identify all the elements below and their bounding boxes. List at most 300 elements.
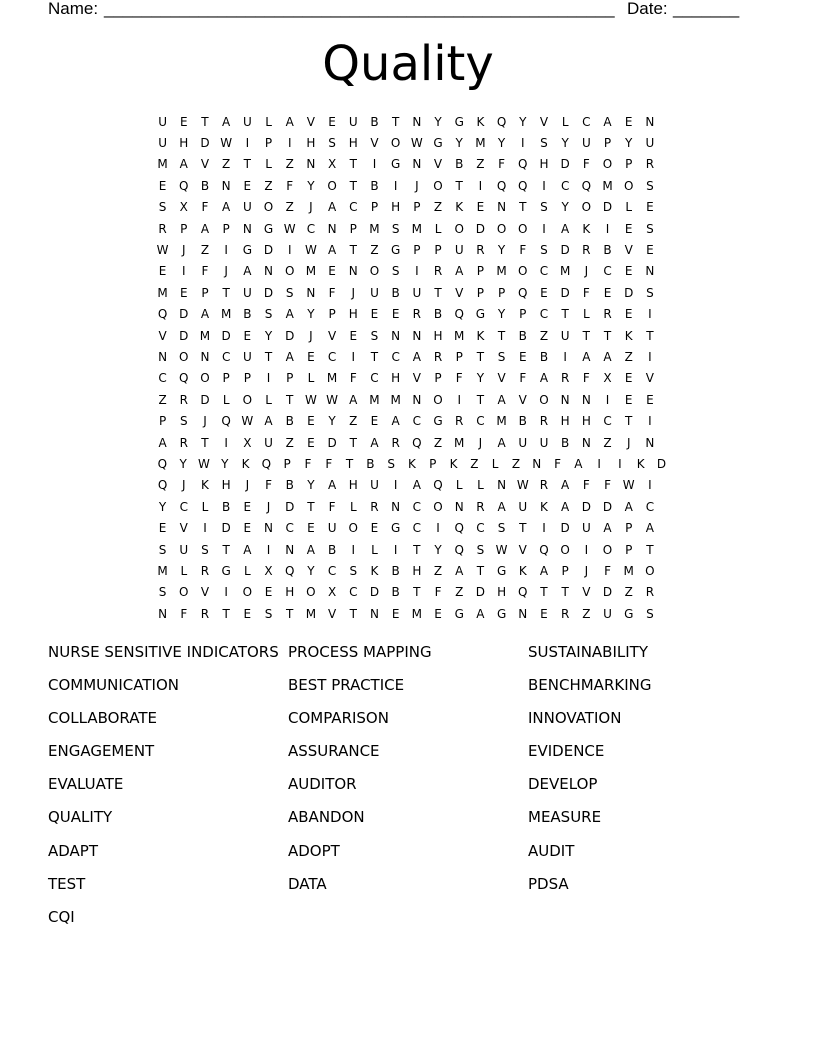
grid-letter: I bbox=[542, 521, 546, 536]
grid-letter: U bbox=[158, 114, 167, 129]
grid-letter: A bbox=[582, 349, 591, 364]
grid-letter: D bbox=[327, 435, 337, 450]
grid-letter: K bbox=[408, 456, 416, 471]
grid-letter: I bbox=[393, 178, 398, 193]
grid-letter: K bbox=[636, 456, 645, 471]
grid-letter: J bbox=[203, 414, 207, 429]
grid-row bbox=[152, 325, 672, 346]
page-title: Quality bbox=[322, 36, 494, 92]
grid-letter: P bbox=[476, 285, 485, 300]
grid-letter: J bbox=[224, 264, 228, 279]
grid-letter: N bbox=[645, 435, 655, 450]
grid-letter: S bbox=[391, 264, 400, 279]
grid-letter: N bbox=[327, 221, 337, 236]
grid-letter: K bbox=[582, 221, 591, 236]
grid-letter: C bbox=[582, 114, 591, 129]
grid-letter: H bbox=[497, 585, 507, 600]
grid-letter: N bbox=[497, 200, 507, 215]
grid-letter: G bbox=[454, 114, 464, 129]
grid-letter: S bbox=[646, 221, 654, 236]
grid-letter: A bbox=[243, 264, 252, 279]
grid-letter: I bbox=[457, 392, 461, 407]
grid-letter: O bbox=[602, 157, 613, 172]
grid-letter: F bbox=[265, 478, 272, 493]
grid-letter: M bbox=[369, 392, 380, 407]
word-list-item: EVALUATE bbox=[48, 775, 124, 794]
grid-letter: Y bbox=[158, 499, 167, 514]
grid-letter: U bbox=[454, 243, 464, 258]
grid-letter: A bbox=[327, 243, 337, 258]
grid-letter: F bbox=[201, 264, 209, 279]
grid-letter: N bbox=[518, 606, 528, 621]
grid-letter: Z bbox=[433, 435, 443, 450]
word-list-item: MEASURE bbox=[528, 808, 602, 827]
grid-letter: I bbox=[266, 371, 271, 386]
grid-letter: S bbox=[179, 414, 188, 429]
grid-letter: C bbox=[179, 499, 188, 514]
grid-letter: Y bbox=[497, 307, 506, 322]
grid-letter: J bbox=[584, 264, 589, 279]
grid-letter: P bbox=[283, 456, 291, 471]
grid-row bbox=[152, 517, 672, 538]
grid-letter: A bbox=[561, 499, 570, 514]
grid-letter: P bbox=[413, 200, 421, 215]
grid-letter: Z bbox=[582, 606, 591, 621]
grid-letter: T bbox=[455, 178, 463, 193]
grid-letter: E bbox=[603, 285, 612, 300]
grid-letter: L bbox=[265, 392, 272, 407]
grid-letter: A bbox=[561, 478, 570, 493]
grid-letter: A bbox=[476, 606, 485, 621]
grid-letter: S bbox=[387, 456, 395, 471]
grid-letter: L bbox=[265, 114, 272, 129]
grid-letter: W bbox=[198, 456, 210, 471]
grid-letter: Y bbox=[264, 328, 273, 343]
grid-letter: I bbox=[287, 136, 292, 151]
grid-letter: T bbox=[582, 328, 591, 343]
grid-letter: V bbox=[412, 371, 421, 386]
grid-letter: E bbox=[158, 178, 167, 193]
grid-letter: V bbox=[327, 328, 337, 343]
grid-letter: Z bbox=[285, 157, 294, 172]
date-label: Date: bbox=[627, 0, 668, 18]
grid-letter: Q bbox=[518, 285, 528, 300]
grid-letter: Y bbox=[307, 563, 315, 578]
grid-letter: R bbox=[391, 435, 400, 450]
grid-letter: C bbox=[412, 521, 422, 536]
grid-letter: C bbox=[327, 563, 337, 578]
grid-letter: H bbox=[306, 136, 316, 151]
grid-letter: A bbox=[624, 499, 633, 514]
grid-letter: N bbox=[581, 435, 591, 450]
grid-letter: W bbox=[156, 243, 169, 258]
grid-letter: I bbox=[245, 136, 250, 151]
grid-letter: C bbox=[349, 200, 358, 215]
grid-letter: X bbox=[327, 585, 337, 600]
grid-letter: P bbox=[476, 264, 485, 279]
word-list-item: QUALITY bbox=[48, 808, 113, 827]
grid-letter: N bbox=[285, 542, 295, 557]
grid-letter: E bbox=[624, 114, 633, 129]
grid-letter: D bbox=[624, 285, 634, 300]
grid-letter: F bbox=[498, 157, 506, 172]
grid-letter: M bbox=[326, 371, 338, 386]
grid-letter: N bbox=[391, 328, 401, 343]
grid-letter: Q bbox=[581, 178, 592, 193]
grid-letter: G bbox=[454, 606, 464, 621]
grid-letter: E bbox=[391, 307, 400, 322]
grid-letter: A bbox=[391, 414, 400, 429]
grid-letter: T bbox=[370, 349, 379, 364]
grid-letter: A bbox=[285, 349, 294, 364]
grid-letter: N bbox=[412, 392, 422, 407]
grid-letter: J bbox=[245, 478, 250, 493]
grid-letter: C bbox=[158, 371, 167, 386]
grid-letter: B bbox=[370, 114, 379, 129]
grid-letter: P bbox=[180, 221, 188, 236]
grid-letter: Y bbox=[307, 478, 315, 493]
grid-letter: D bbox=[221, 521, 231, 536]
grid-letter: H bbox=[539, 157, 549, 172]
grid-letter: T bbox=[476, 349, 485, 364]
grid-letter: F bbox=[519, 371, 527, 386]
grid-letter: U bbox=[518, 435, 528, 450]
grid-letter: Z bbox=[433, 563, 443, 578]
grid-letter: S bbox=[391, 221, 400, 236]
grid-letter: T bbox=[201, 435, 209, 450]
grid-letter: C bbox=[391, 349, 400, 364]
grid-letter: D bbox=[475, 585, 486, 600]
date-blank-line: _______ bbox=[673, 0, 740, 18]
grid-letter: H bbox=[221, 478, 231, 493]
grid-letter: V bbox=[497, 371, 506, 386]
grid-letter: Q bbox=[284, 563, 295, 578]
grid-row bbox=[152, 582, 672, 603]
grid-letter: R bbox=[179, 435, 188, 450]
grid-letter: J bbox=[309, 328, 313, 343]
grid-letter: R bbox=[645, 157, 655, 172]
grid-letter: C bbox=[412, 414, 422, 429]
grid-letter: G bbox=[242, 243, 252, 258]
grid-letter: L bbox=[491, 456, 499, 471]
grid-letter: Q bbox=[454, 542, 464, 557]
grid-letter: A bbox=[158, 435, 167, 450]
grid-letter: V bbox=[433, 157, 443, 172]
grid-letter: S bbox=[646, 178, 654, 193]
grid-letter: Y bbox=[625, 136, 633, 151]
grid-letter: T bbox=[349, 435, 357, 450]
grid-letter: V bbox=[370, 136, 379, 151]
grid-letter: X bbox=[603, 371, 612, 386]
word-list-item: SUSTAINABILITY bbox=[528, 643, 649, 661]
grid-letter: P bbox=[625, 542, 633, 557]
grid-letter: U bbox=[327, 521, 337, 536]
grid-letter: T bbox=[201, 114, 209, 129]
grid-letter: F bbox=[180, 606, 188, 621]
grid-letter: D bbox=[263, 285, 274, 300]
word-list-item: ABANDON bbox=[288, 808, 365, 827]
grid-letter: L bbox=[434, 221, 442, 236]
grid-letter: E bbox=[624, 371, 633, 386]
grid-letter: U bbox=[581, 136, 591, 151]
grid-letter: E bbox=[646, 392, 654, 407]
grid-letter: E bbox=[328, 114, 336, 129]
word-list-item: INNOVATION bbox=[528, 709, 622, 728]
grid-letter: V bbox=[200, 585, 210, 600]
grid-letter: G bbox=[221, 563, 231, 578]
grid-letter: A bbox=[412, 478, 421, 493]
grid-letter: E bbox=[328, 264, 336, 279]
grid-letter: O bbox=[623, 178, 634, 193]
grid-letter: A bbox=[370, 435, 379, 450]
grid-letter: B bbox=[243, 307, 252, 322]
grid-row bbox=[152, 475, 672, 496]
grid-letter: T bbox=[413, 585, 421, 600]
grid-letter: E bbox=[243, 521, 252, 536]
grid-letter: E bbox=[370, 414, 379, 429]
grid-letter: Q bbox=[518, 585, 528, 600]
grid-letter: L bbox=[244, 563, 251, 578]
grid-letter: A bbox=[179, 157, 188, 172]
grid-letter: I bbox=[224, 585, 228, 600]
grid-letter: T bbox=[222, 285, 230, 300]
grid-letter: R bbox=[582, 243, 591, 258]
grid-row bbox=[152, 282, 672, 303]
grid-letter: I bbox=[605, 221, 610, 236]
grid-row bbox=[152, 453, 672, 474]
grid-letter: B bbox=[222, 499, 231, 514]
grid-letter: X bbox=[179, 200, 188, 215]
grid-letter: Z bbox=[285, 435, 294, 450]
grid-letter: O bbox=[581, 200, 592, 215]
grid-letter: B bbox=[285, 478, 294, 493]
grid-letter: S bbox=[264, 606, 273, 621]
grid-letter: T bbox=[286, 392, 294, 407]
grid-letter: K bbox=[455, 200, 464, 215]
grid-letter: O bbox=[539, 392, 549, 407]
grid-letter: K bbox=[201, 478, 209, 493]
grid-letter: K bbox=[370, 563, 379, 578]
grid-letter: B bbox=[518, 414, 527, 429]
grid-letter: U bbox=[603, 606, 612, 621]
grid-letter: P bbox=[497, 285, 506, 300]
grid-letter: E bbox=[646, 243, 654, 258]
grid-letter: J bbox=[351, 285, 356, 300]
grid-letter: Q bbox=[496, 178, 507, 193]
word-list-item: EVIDENCE bbox=[528, 742, 605, 761]
grid-letter: O bbox=[454, 221, 464, 236]
grid-letter: Z bbox=[470, 456, 479, 471]
grid-letter: Q bbox=[179, 371, 189, 386]
grid-letter: P bbox=[603, 136, 612, 151]
grid-letter: M bbox=[454, 328, 465, 343]
grid-letter: G bbox=[624, 606, 634, 621]
grid-letter: U bbox=[158, 136, 167, 151]
grid-letter: C bbox=[539, 264, 549, 279]
grid-letter: I bbox=[393, 542, 398, 557]
grid-letter: Y bbox=[497, 243, 506, 258]
grid-letter: R bbox=[645, 585, 655, 600]
grid-letter: E bbox=[243, 606, 252, 621]
grid-letter: D bbox=[200, 136, 210, 151]
grid-letter: N bbox=[158, 349, 168, 364]
grid-letter: T bbox=[286, 606, 294, 621]
grid-row bbox=[152, 197, 672, 218]
grid-letter: W bbox=[495, 542, 508, 557]
grid-letter: E bbox=[243, 499, 252, 514]
name-label: Name: bbox=[48, 0, 99, 18]
grid-letter: P bbox=[328, 307, 336, 322]
word-list-item: DEVELOP bbox=[528, 775, 598, 794]
word-list bbox=[48, 641, 788, 939]
grid-letter: T bbox=[349, 243, 357, 258]
grid-letter: S bbox=[540, 200, 548, 215]
grid-letter: T bbox=[625, 414, 633, 429]
grid-letter: O bbox=[179, 349, 189, 364]
grid-letter: D bbox=[602, 200, 613, 215]
grid-letter: H bbox=[560, 414, 570, 429]
grid-letter: U bbox=[370, 285, 379, 300]
grid-letter: T bbox=[561, 307, 569, 322]
grid-row bbox=[152, 368, 672, 389]
word-list-item: BENCHMARKING bbox=[528, 676, 652, 695]
grid-letter: Q bbox=[221, 414, 231, 429]
grid-letter: L bbox=[625, 200, 633, 215]
grid-letter: A bbox=[285, 307, 294, 322]
grid-letter: N bbox=[200, 349, 210, 364]
grid-letter: I bbox=[563, 349, 567, 364]
grid-letter: Z bbox=[511, 456, 521, 471]
grid-letter: N bbox=[454, 499, 464, 514]
grid-letter: I bbox=[203, 521, 207, 536]
grid-letter: Y bbox=[221, 456, 229, 471]
grid-letter: V bbox=[455, 285, 464, 300]
grid-letter: K bbox=[518, 563, 527, 578]
grid-letter: L bbox=[349, 499, 357, 514]
grid-letter: J bbox=[626, 435, 631, 450]
word-list-item: COMMUNICATION bbox=[48, 676, 179, 695]
grid-row bbox=[152, 560, 672, 581]
grid-letter: F bbox=[582, 371, 590, 386]
grid-letter: G bbox=[391, 243, 401, 258]
grid-letter: A bbox=[497, 392, 506, 407]
grid-letter: E bbox=[243, 328, 252, 343]
grid-letter: U bbox=[581, 521, 591, 536]
grid-letter: Z bbox=[349, 414, 358, 429]
grid-letter: T bbox=[349, 178, 357, 193]
grid-row bbox=[152, 132, 672, 153]
grid-letter: R bbox=[476, 499, 485, 514]
grid-letter: Y bbox=[307, 307, 315, 322]
grid-letter: I bbox=[648, 307, 652, 322]
word-list-item: PROCESS MAPPING bbox=[288, 643, 432, 661]
grid-letter: O bbox=[433, 178, 443, 193]
grid-letter: P bbox=[625, 521, 633, 536]
grid-row bbox=[152, 111, 672, 132]
grid-letter: D bbox=[560, 285, 570, 300]
grid-letter: O bbox=[348, 521, 358, 536]
grid-letter: O bbox=[200, 371, 210, 386]
grid-letter: S bbox=[497, 349, 506, 364]
grid-letter: E bbox=[307, 349, 315, 364]
grid-letter: V bbox=[518, 392, 527, 407]
grid-letter: I bbox=[584, 542, 589, 557]
grid-row bbox=[152, 218, 672, 239]
grid-letter: V bbox=[327, 606, 337, 621]
grid-letter: T bbox=[222, 542, 230, 557]
grid-letter: N bbox=[412, 114, 422, 129]
grid-letter: U bbox=[560, 328, 570, 343]
grid-letter: E bbox=[540, 606, 548, 621]
grid-letter: I bbox=[351, 542, 356, 557]
grid-letter: A bbox=[327, 200, 337, 215]
grid-letter: F bbox=[582, 478, 590, 493]
grid-letter: I bbox=[542, 221, 546, 236]
grid-letter: M bbox=[199, 328, 211, 343]
word-list-item: PDSA bbox=[528, 874, 569, 893]
grid-letter: K bbox=[449, 456, 458, 471]
grid-letter: F bbox=[328, 285, 336, 300]
grid-letter: E bbox=[158, 521, 167, 536]
grid-letter: S bbox=[201, 542, 209, 557]
grid-letter: W bbox=[241, 414, 254, 429]
grid-letter: M bbox=[220, 307, 232, 322]
grid-letter: G bbox=[433, 136, 443, 151]
grid-letter: O bbox=[518, 221, 528, 236]
grid-letter: E bbox=[434, 606, 442, 621]
grid-letter: K bbox=[241, 456, 250, 471]
grid-letter: G bbox=[475, 307, 486, 322]
grid-letter: B bbox=[518, 328, 527, 343]
grid-letter: U bbox=[518, 499, 528, 514]
grid-letter: E bbox=[624, 264, 633, 279]
grid-letter: C bbox=[221, 349, 231, 364]
grid-letter: W bbox=[326, 392, 339, 407]
grid-letter: L bbox=[307, 371, 315, 386]
grid-letter: R bbox=[179, 392, 188, 407]
grid-letter: A bbox=[497, 499, 506, 514]
grid-letter: P bbox=[413, 243, 421, 258]
grid-letter: A bbox=[539, 563, 549, 578]
grid-letter: F bbox=[554, 456, 561, 471]
grid-letter: W bbox=[304, 243, 317, 258]
letter-grid bbox=[152, 111, 672, 624]
grid-letter: E bbox=[307, 521, 315, 536]
grid-letter: D bbox=[285, 328, 295, 343]
grid-letter: F bbox=[286, 178, 294, 193]
grid-letter: I bbox=[521, 136, 525, 151]
grid-letter: H bbox=[581, 414, 591, 429]
grid-letter: I bbox=[266, 542, 271, 557]
grid-letter: B bbox=[200, 178, 210, 193]
grid-letter: U bbox=[264, 435, 273, 450]
grid-row bbox=[152, 496, 672, 517]
grid-letter: Z bbox=[222, 157, 231, 172]
grid-letter: R bbox=[476, 243, 485, 258]
grid-letter: V bbox=[306, 114, 316, 129]
grid-letter: L bbox=[265, 157, 272, 172]
grid-letter: Y bbox=[179, 456, 187, 471]
grid-letter: R bbox=[539, 414, 549, 429]
grid-letter: O bbox=[284, 264, 295, 279]
grid-letter: M bbox=[475, 136, 486, 151]
grid-letter: L bbox=[371, 542, 378, 557]
grid-letter: D bbox=[602, 585, 613, 600]
grid-letter: J bbox=[266, 499, 271, 514]
grid-letter: H bbox=[348, 136, 358, 151]
grid-letter: E bbox=[179, 285, 188, 300]
grid-letter: T bbox=[391, 114, 400, 129]
